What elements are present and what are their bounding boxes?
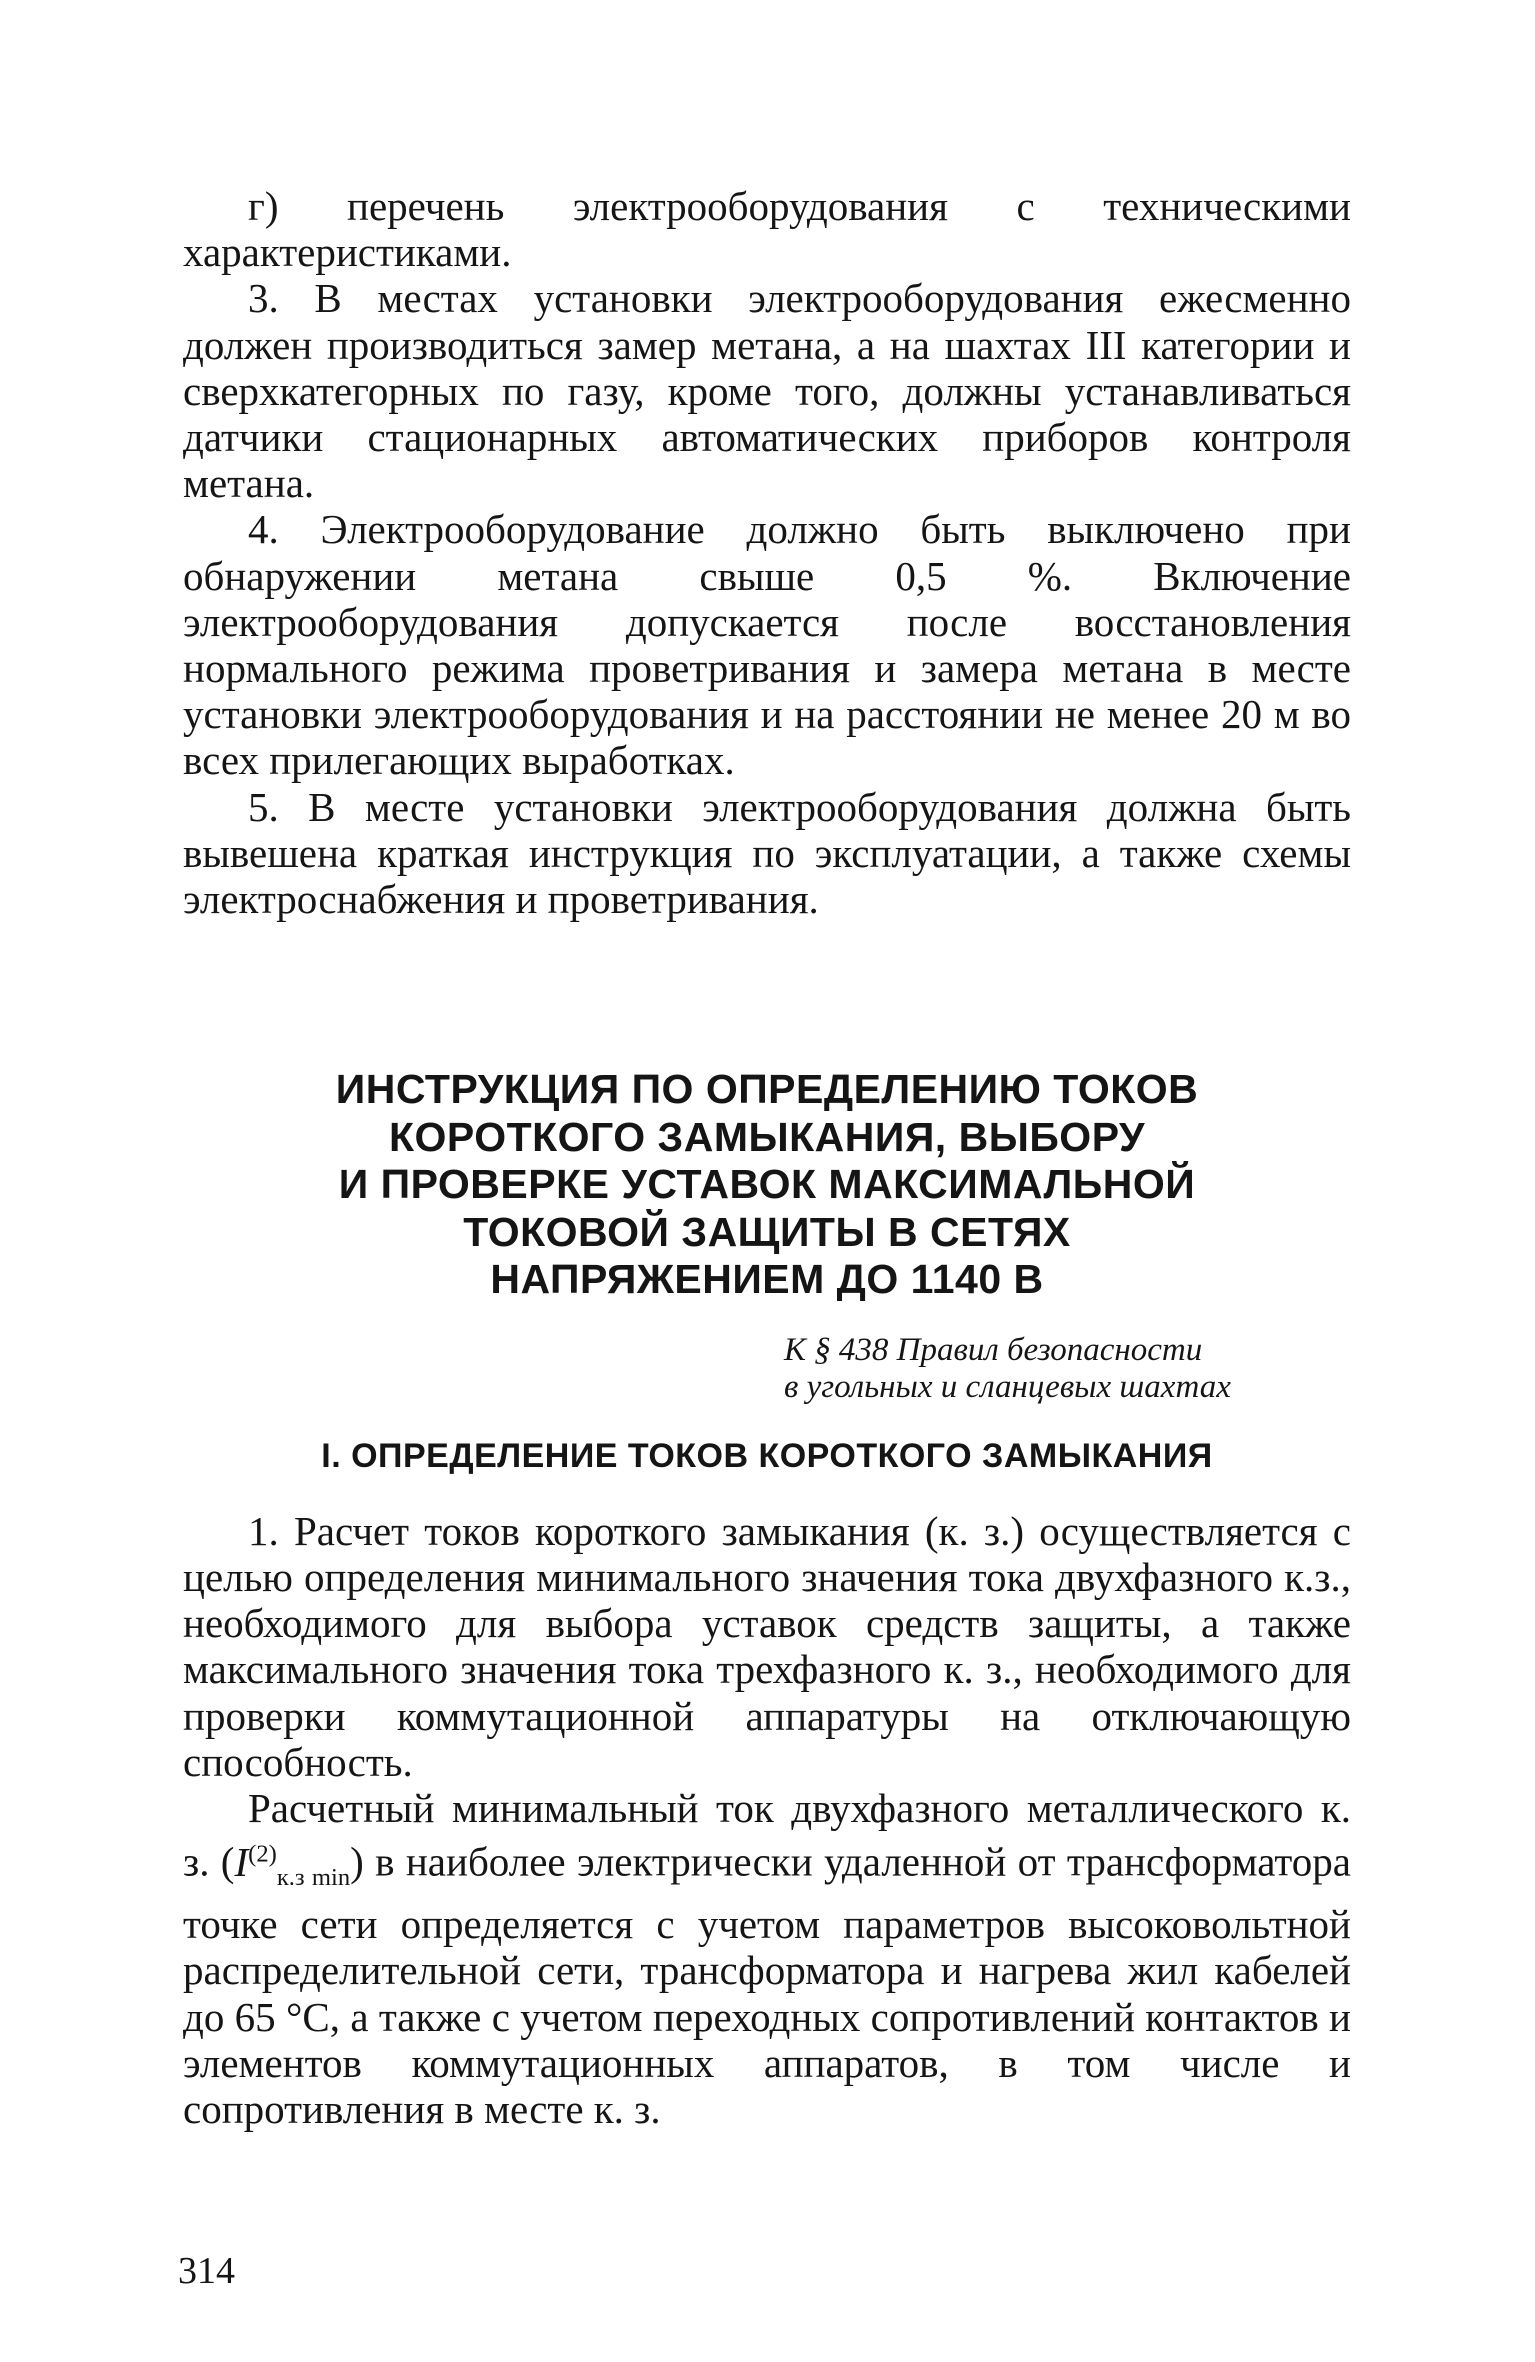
instruction-title bbox=[183, 1066, 1351, 1304]
title-line: НАПРЯЖЕНИЕМ ДО 1140 В bbox=[490, 1256, 1044, 1303]
paragraph-text-start: Расчетный минимальный ток двухфазного металлического к. з. ( bbox=[183, 1784, 1351, 1885]
title-line: ТОКОВОЙ ЗАЩИТЫ В СЕТЯХ bbox=[463, 1208, 1071, 1255]
epigraph-line: в угольных и сланцевых шахтах bbox=[784, 1368, 1231, 1405]
epigraph-line: К § 438 Правил безопасности bbox=[784, 1331, 1203, 1368]
title-line: И ПРОВЕРКЕ УСТАВОК МАКСИМАЛЬНОЙ bbox=[338, 1161, 1196, 1208]
current-formula bbox=[234, 1838, 351, 1892]
formula-subscript: к.з min bbox=[276, 1864, 351, 1892]
section-spacer bbox=[183, 922, 1351, 1066]
formula-superscript: (2) bbox=[248, 1840, 277, 1868]
paragraph-item-5: 5. В месте установки электрооборудования должна быть вывешена краткая инструкция по эксплуатации, а также схемы электроснабжения и проветривания. bbox=[183, 783, 1351, 923]
paragraph-item-1: 1. Расчет токов короткого замыкания (к. з.) осуществляется с целью определения минимального значения тока двухфазного к.з., необходимого для выбора уставок средств защиты, а также максимального значения тока трехфазного к. з., необходимого для проверки коммутационной аппаратуры на отключающую способность. bbox=[183, 1507, 1351, 1785]
formula-symbol: I bbox=[234, 1838, 249, 1885]
section-title: I. ОПРЕДЕЛЕНИЕ ТОКОВ КОРОТКОГО ЗАМЫКАНИЯ bbox=[321, 1436, 1213, 1475]
epigraph-reference bbox=[183, 1332, 1299, 1406]
page-number: 314 bbox=[178, 2250, 235, 2292]
page-content bbox=[183, 183, 1351, 2132]
paragraph-item-4: 4. Электрооборудование должно быть выключено при обнаружении метана свыше 0,5 %. Включение электрооборудования допускается после восстановления нормального режима проветривания и замера метана в месте установки электрооборудования и на расстоянии не менее 20 м во всех прилегающих выработках. bbox=[183, 506, 1351, 784]
paragraph-text-end: ) в наиболее электрически удаленной от трансформатора точке сети определяется с учетом параметров высоковольтной распределительной сети, трансформатора и нагрева жил кабелей до 65 °С, а также с учетом переходных сопротивлений контактов и элементов коммутационных аппаратов, в том числе и сопротивления в месте к. з. bbox=[183, 1838, 1351, 2133]
title-line: КОРОТКОГО ЗАМЫКАНИЯ, ВЫБОРУ bbox=[388, 1113, 1146, 1160]
title-line: ИНСТРУКЦИЯ ПО ОПРЕДЕЛЕНИЮ ТОКОВ bbox=[335, 1066, 1199, 1113]
paragraph-list-item-g: г) перечень электрооборудования с техническими характеристиками. bbox=[183, 183, 1351, 276]
paragraph-min-current bbox=[183, 1785, 1351, 2132]
paragraph-item-3: 3. В местах установки электрооборудования ежесменно должен производиться замер метана, а на шахтах III категории и сверхкатегорных по газу, кроме того, должны устанавливаться датчики стационарных автоматических приборов контроля метана. bbox=[183, 275, 1351, 507]
